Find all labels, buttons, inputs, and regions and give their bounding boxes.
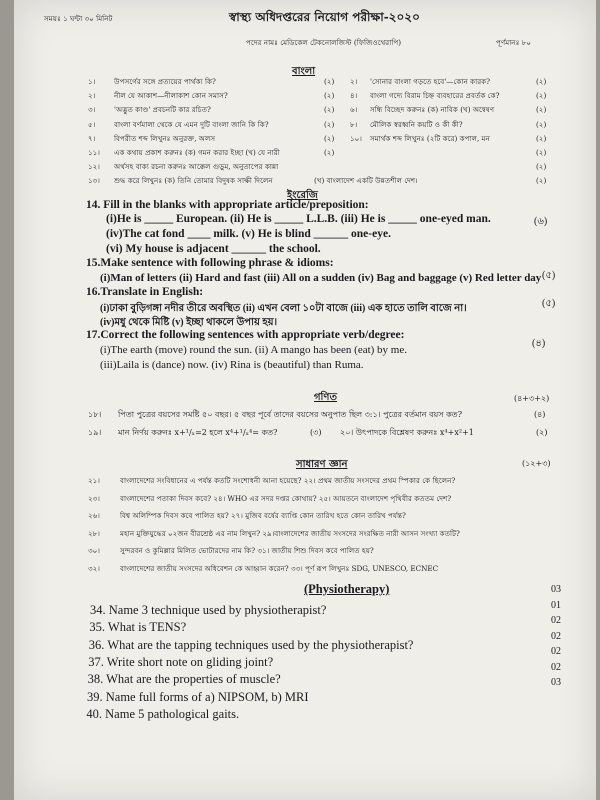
bangla-left-marks: (২) xyxy=(324,77,335,86)
gk-question: বাংলাদেশের পতাকা দিবস কবে? ২৪। WHO এর সদর দপ্তর কোথায়? ২৫। আয়তনে বাংলাদেশ পৃথিবীর কততম দেশ? xyxy=(120,493,452,503)
bangla-right-question: মৌলিক স্বরধ্বনি কয়টি ও কী কী? xyxy=(370,119,463,129)
bangla-left-number: ২। xyxy=(88,91,96,101)
bangla-right-question: বাংলা গদ্যে বিরাম চিহ্ন ব্যবহারের প্রবর্তক কে? xyxy=(370,91,500,101)
exam-title: স্বাস্থ্য অধিদপ্তরের নিয়োগ পরীক্ষা-২০২০ xyxy=(229,10,420,24)
post-name: পদের নামঃ মেডিকেল টেকনোলজিস্ট (ফিজিওথেরাপি) xyxy=(246,38,402,47)
gk-question-number: ২১। xyxy=(88,476,100,485)
question-18: পিতা পুত্রের বয়সের সমষ্টি ৫০ বছর। ৫ বছর পূর্বে তাদের বয়সের অনুপাত ছিল ৩:১। পুত্রের বর্তমান বয়স কত? xyxy=(118,410,462,419)
physiotherapy-question-marks: 03 xyxy=(551,677,561,688)
question-18-number: ১৮। xyxy=(88,410,102,419)
physiotherapy-question-marks: 02 xyxy=(551,630,561,642)
bangla-left-number: ১১। xyxy=(88,148,100,157)
bangla-left-marks: (২) xyxy=(324,148,335,157)
bangla-left-question: অর্থসহ বাক্য রচনা করুনঃ আক্কেল গুড়ুম, অনুতাপের কান্না xyxy=(114,162,279,172)
bangla-right-question: সমার্থক শব্দ লিখুনঃ (২টি করে) কপাল, মন xyxy=(370,133,490,143)
question-19-marks: (৩) xyxy=(310,428,322,437)
gk-question: বাংলাদেশের জাতীয় সংসদের অধিবেশন কে আহ্বান করেন? ৩৩। পূর্ণ রূপ লিখুনঃ SDG, UNESCO, ECNEC xyxy=(120,563,439,573)
question-17-marks: (৪) xyxy=(532,338,546,349)
bangla-left-marks: (২) xyxy=(324,105,335,115)
question-16-marks: (৫) xyxy=(542,298,556,309)
question-17-line-2: (iii)Laila is (dance) now. (iv) Rina is (beautiful) than Ruma. xyxy=(100,359,364,371)
bangla-left-question: উপসর্গের সঙ্গে প্রত্যয়ের পার্থক্য কি? xyxy=(114,77,216,86)
section-heading-bangla: বাংলা xyxy=(292,66,316,77)
physiotherapy-question: 35. What is TENS? xyxy=(89,620,187,635)
question-19-number: ১৯। xyxy=(88,428,102,437)
question-19: মান নির্ণয় করুনঃ x+¹/ₓ=2 হলে x⁴+¹/ₓ⁴= কত? xyxy=(118,428,278,437)
math-marks: (৪+৩+২) xyxy=(514,394,550,403)
question-15-marks: (৫) xyxy=(542,270,556,281)
physiotherapy-question-marks: 01 xyxy=(551,599,561,611)
bangla-left-question: নীল যে আকাশ—নীলাকাশ কোন সমাস? xyxy=(114,91,228,101)
question-18-marks: (৪) xyxy=(534,410,546,419)
bangla-left-marks: (২) xyxy=(324,119,335,129)
bangla-right-marks: (২) xyxy=(536,119,547,129)
question-14-marks: (৬) xyxy=(534,216,548,227)
exam-paper xyxy=(14,0,596,800)
physiotherapy-question-marks: 02 xyxy=(551,661,561,673)
gk-question-number: ২৮। xyxy=(88,528,100,538)
question-14: 14. Fill in the blanks with appropriate article/preposition: xyxy=(86,199,369,211)
gk-question: বিশ্ব অলিম্পিক দিবস কবে পালিত হয়? ২৭। মুজিব বর্ষের ব্যাপ্তি কোন তারিখ হতে কোন তারিখ পর্যন্ত? xyxy=(120,511,406,520)
physiotherapy-question: 34. Name 3 technique used by physiotherapist? xyxy=(90,603,327,617)
question-16: 16.Translate in English: xyxy=(86,286,204,298)
bangla-right-marks: (২) xyxy=(536,162,547,172)
bangla-right-marks: (২) xyxy=(536,105,547,115)
bangla-left-number: ১৩। xyxy=(88,176,100,186)
bangla-right-number: ২। xyxy=(350,77,358,86)
question-15-line-1: (i)Man of letters (ii) Hard and fast (iii) All on a sudden (iv) Bag and baggage (v) Red letter day xyxy=(100,272,542,284)
gk-question: মহান মুক্তিযুদ্ধের ০২জন বীরশ্রেষ্ঠ এর নাম লিখুন? ২৯।বাংলাদেশের জাতীয় সংসদের সংরক্ষিত নারী আসন সংখ্যা কতটি? xyxy=(120,528,460,538)
bangla-left-number: ১২। xyxy=(88,162,100,172)
question-16-line-2: (iv)মধু থেকে মিষ্টি (v) ইচ্ছা থাকলে উপায় হয়। xyxy=(100,317,278,328)
physiotherapy-question-marks: 03 xyxy=(551,584,561,595)
exam-time: সময়ঃ ১ ঘন্টা ৩০ মিনিট xyxy=(44,14,113,23)
question-14-line-3: (vi) My house is adjacent ______ the school. xyxy=(106,243,321,255)
physiotherapy-question: 38. What are the properties of muscle? xyxy=(87,672,281,687)
gk-marks: (১২+৩) xyxy=(522,459,551,468)
section-heading-physiotherapy: (Physiotherapy) xyxy=(304,582,390,596)
question-20: ২০। উৎপাদকে বিশ্লেষণ করুনঃ x⁴+x²+1 xyxy=(340,428,474,437)
question-14-line-2: (iv)The cat fond ____ milk. (v) He is blind ______ one-eye. xyxy=(106,228,391,240)
question-15: 15.Make sentence with following phrase & idioms: xyxy=(86,257,334,269)
bangla-right-marks: (২) xyxy=(536,148,547,157)
bangla-right-question: সন্ধি বিচ্ছেদ করুনঃ (ক) নাবিক (খ) অন্বেষণ xyxy=(370,105,495,115)
full-marks: পূর্ণমানঃ ৮০ xyxy=(496,38,532,47)
section-heading-english: ইংরেজি xyxy=(287,190,318,201)
bangla-left-marks: (২) xyxy=(324,133,335,143)
bangla-right-marks: (২) xyxy=(536,133,547,143)
question-14-line-1: (i)He is _____ European. (ii) He is _____ L.L.B. (iii) He is _____ one-eyed man. xyxy=(106,213,491,225)
question-17: 17.Correct the following sentences with appropriate verb/degree: xyxy=(86,329,405,341)
physiotherapy-question: 39. Name full forms of a) NIPSOM, b) MRI xyxy=(87,689,309,704)
section-heading-gk: সাধারণ জ্ঞান xyxy=(296,459,348,470)
gk-question: বাংলাদেশের সংবিধানের এ পর্যন্ত কতটি সংশোধনী আনা হয়েছে? ২২। প্রথম জাতীয় সংসদের প্রথম স্পিকার কে ছিলেন? xyxy=(120,476,456,485)
question-17-line-1: (i)The earth (move) round the sun. (ii) A mango has been (eat) by me. xyxy=(100,344,407,356)
bangla-left-number: ৩। xyxy=(88,105,96,115)
physiotherapy-question: 37. Write short note on gliding joint? xyxy=(88,654,274,669)
bangla-right-marks: (২) xyxy=(536,91,547,101)
physiotherapy-question: 36. What are the tapping techniques used by the physiotherapist? xyxy=(88,637,414,652)
question-16-line-1: (i)ঢাকা বুড়িগঙ্গা নদীর তীরে অবস্থিত (ii) এখন বেলা ১০টা বাজে (iii) এক হাতে তালি বাজে না। xyxy=(100,303,467,314)
bangla-right-number: ১০। xyxy=(350,133,362,143)
section-heading-math: গণিত xyxy=(314,392,337,403)
gk-question-number: ৩০। xyxy=(88,546,100,555)
physiotherapy-question-marks: 02 xyxy=(551,646,561,657)
gk-question-number: ৩২। xyxy=(88,563,100,573)
bangla-left-question: এক কথায় প্রকাশ করুনঃ (ক) গমন করার ইচ্ছা (খ) যে নারী xyxy=(114,148,280,157)
bangla-right-number: ৮। xyxy=(350,119,358,129)
bangla-left-question: বিপরীত শব্দ লিখুনঃ অনুরক্ত, অলস xyxy=(114,133,216,143)
bangla-right-marks: (২) xyxy=(536,77,547,86)
question-20-marks: (২) xyxy=(536,428,548,437)
bangla-left-question: 'অদ্ভুত কাণ্ড' প্রবচনটি কার রচিত? xyxy=(114,105,211,115)
bangla-left-question: শুদ্ধ করে লিখুনঃ (ক) তিনি তোমার বিদুষক সাক্ষী দিলেন xyxy=(114,176,273,186)
bangla-left-number: ৫। xyxy=(88,119,96,129)
gk-question-number: ২৩। xyxy=(88,493,100,503)
gk-question-number: ২৬। xyxy=(88,511,100,520)
bangla-right-question: 'সোনার বাংলা গড়তে হবে'—কোন কারক? xyxy=(370,77,491,86)
bangla-left-marks: (২) xyxy=(324,91,335,101)
bangla-left-question: বাংলা বর্ণমালা থেকে যে এমন দুটি বাংলা জানি কি কি? xyxy=(114,119,269,129)
bangla-right-number: ৪। xyxy=(350,91,358,101)
bangla-right-number: ৬। xyxy=(350,105,358,115)
physiotherapy-question-marks: 02 xyxy=(551,615,561,626)
bangla-left-number: ১। xyxy=(88,77,96,86)
physiotherapy-question: 40. Name 5 pathological gaits. xyxy=(86,706,240,721)
bangla-left-marks: (খ) বাংলাদেশ একটি উন্নতশীল দেশ। xyxy=(314,176,418,186)
bangla-left-number: ৭। xyxy=(88,133,96,143)
bangla-right-marks: (২) xyxy=(536,176,547,186)
gk-question: সুন্দরবন ও কুমিল্লার মিলিত ভোটারদের নাম কি? ৩১। জাতীয় শিশু দিবস কবে পালিত হয়? xyxy=(120,546,374,555)
